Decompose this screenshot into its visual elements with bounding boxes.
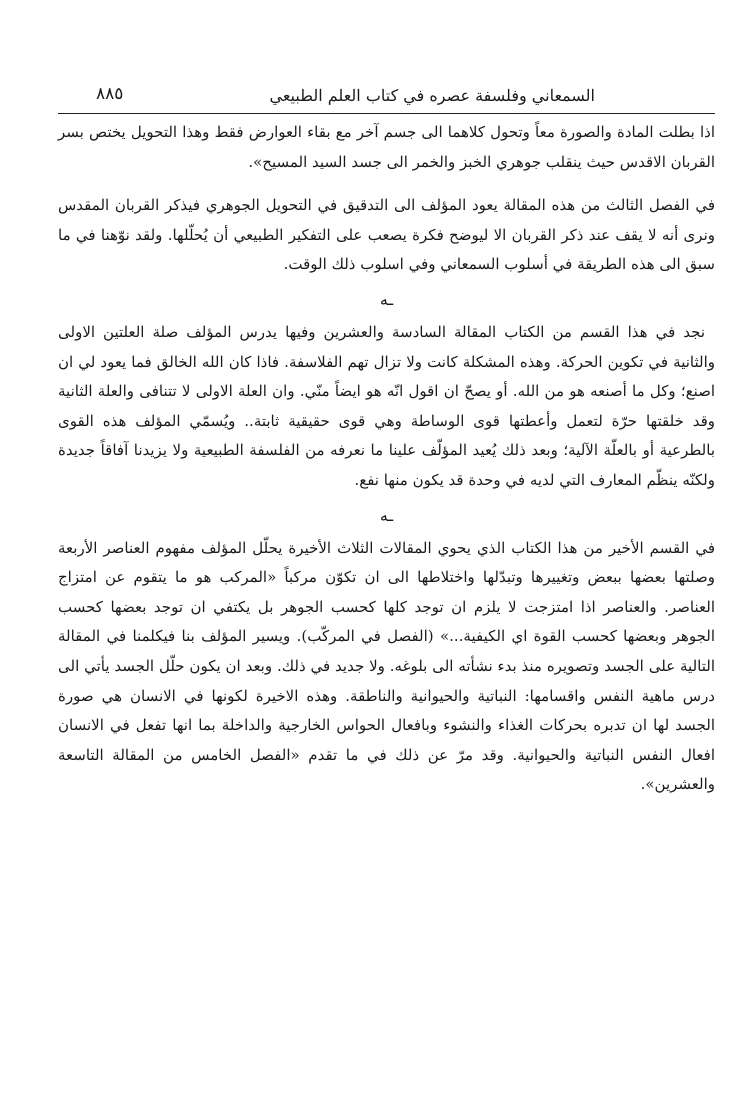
page-number: ٨٨٥	[96, 84, 124, 104]
running-title: السمعاني وفلسفة عصره في كتاب العلم الطبيعي	[269, 86, 595, 105]
paragraph: في القسم الأخير من هذا الكتاب الذي يحوي المقالات الثلاث الأخيرة يحلّل المؤلف مفهوم العناصر الأربعة وصلتها بعضها ببعض وتغييرها وتبدّلها واختلاطها الى ان تكوّن مركباً «المركب هو ما يتقوم عن امتزاج العناصر. والعناصر اذا امتزجت لا يلزم ان توجد كلها كحسب الجوهر بل يكتفي ان توجد بعضها كحسب الجوهر وبعضها كحسب القوة اي الكيفية...» (الفصل في المركّب). ويسير المؤلف بنا فيكلمنا في المقالة التالية على الجسد وتصويره منذ بدء نشأته الى بلوغه. ولا جديد في ذلك. وبعد ان يكون حلّل الجسد يأتي الى درس ماهية النفس واقسامها: النباتية والحيوانية والناطقة. وهذه الاخيرة لكونها في الانسان هي صورة الجسد لها ان تدبره بحركات الغذاء والنشوء وبافعال الحواس الخارجية والداخلة بما انها تفعل في الانسان افعال النفس النباتية والحيوانية. وقد مرّ عن ذلك في ما تقدم «الفصل الخامس من المقالة التاسعة والعشرين».	[58, 538, 715, 794]
paragraph: في الفصل الثالث من هذه المقالة يعود المؤلف الى التدقيق في التحويل الجوهري فيذكر القربان المقدس ونرى أنه لا يقف عند ذكر القربان الا ليوضح فكرة يصعب على التفكير الطبيعي أن يُحلّلها. ولقد نوّهنا في ما سبق الى هذه الطريقة في أسلوب السمعاني وفي اسلوب ذلك الوقت.	[58, 196, 715, 274]
section-separator: ـه	[379, 505, 394, 525]
page-header	[58, 80, 715, 110]
text-body	[58, 118, 715, 800]
paragraph: نجد في هذا القسم من الكتاب المقالة السادسة والعشرين وفيها يدرس المؤلف صلة العلتين الاولى والثانية في تكوين الحركة. وهذه المشكلة كانت ولا تزال تهم الفلاسفة. فاذا كان الله الخالق فما يعود لي ان اصنع؛ وكل ما أصنعه هو من الله. أو يصحّ ان اقول انّه هو ايضاً منّي. وان العلة الاولى لا تتنافى والعلة الثانية وقد خلقتها حرّة لتعمل وأعطتها قوى الوساطة وهي قوى حقيقية ثابتة.. ويُسمّي المؤلف هذه القوى بالطرعية أو بالعلّة الآلية؛ وبعد ذلك يُعيد المؤلّف علينا ما نعرفه من الفلسفة الطبيعية ولا يزيدنا آفاقاً جديدة ولكنّه ينظّم المعارف التي لديه في وحدة قد يكون منها نفع.	[58, 322, 715, 489]
section-separator: ـه	[379, 289, 394, 309]
paragraph: اذا بطلت المادة والصورة معاً وتحول كلاهما الى جسم آخر مع بقاء العوارض فقط وهذا التحويل يختص بسر القربان الاقدس حيث ينقلب جوهري الخبز والخمر الى جسد السيد المسيح».	[58, 123, 715, 171]
header-rule	[58, 113, 715, 114]
